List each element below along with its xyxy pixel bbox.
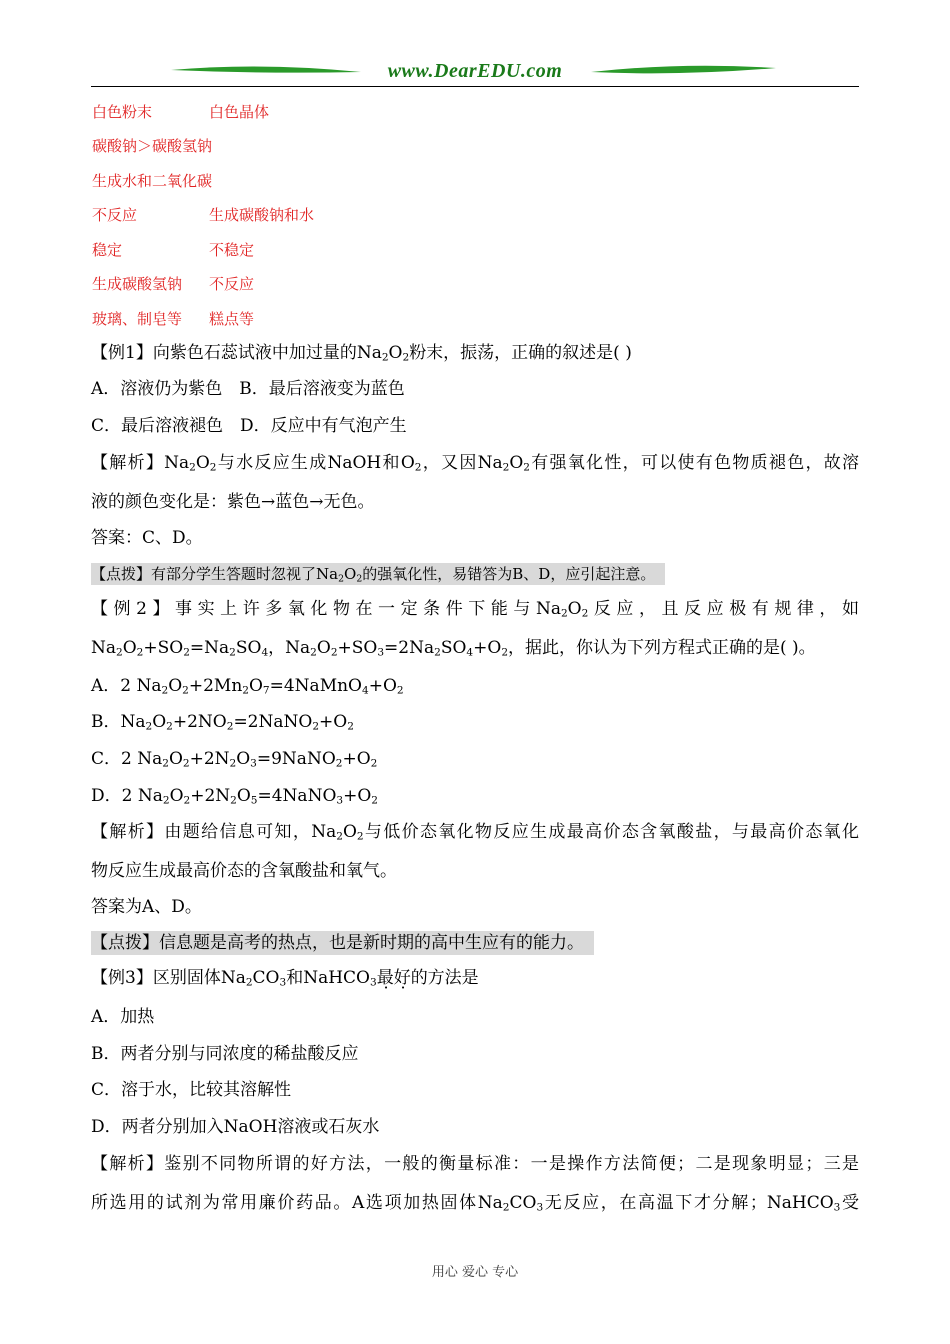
page-footer: 用心 爱心 专心 [431,1265,519,1280]
example1-tip: 【点拨】有部分学生答题时忽视了$Na_2O_2$的强氧化性，易错答为B、D，应引起注意。 [91,563,665,585]
example2-analysis-line2: 物反应生成最高价态的含氧酸盐和氧气。 [91,861,397,881]
table-row: 碳酸钠＞碳酸氢钠 [92,137,213,155]
header-rule [91,86,859,87]
example2-answer: 答案为A、D。 [91,897,202,917]
example2-tip: 【点拨】信息题是高考的热点，也是新时期的高中生应有的能力。 [91,931,594,955]
example2-question-line1: 【例2】事实上许多氧化物在一定条件下能与$Na_2O_2$反应，且反应极有规律，如 [91,599,859,620]
table-row: 生成水和二氧化碳 [92,172,213,190]
example2-option-b: B．$Na_2O_2+2NO_2=2NaNO_2+O_2$ [91,712,354,733]
table-row: 白色粉末 白色晶体 [92,103,270,121]
example3-option-d: D．两者分别加入NaOH溶液或石灰水 [91,1117,380,1137]
example1-options-cd: C．最后溶液褪色 D．反应中有气泡产生 [91,416,407,436]
example2-option-d: D．2 $Na_2O_2+2N_2O_5=4NaNO_3+O_2$ [91,786,378,807]
example3-option-c: C．溶于水，比较其溶解性 [91,1080,292,1100]
example1-analysis-line1: 【解析】$Na_2O_2$与水反应生成NaOH和$O_2$，又因$Na_2O_2$有强氧化性，可以使有色物质褪色，故溶 [91,453,860,474]
example3-question: 【例3】区别固体$Na_2CO_3$和NaHCO$_3$最好的方法是 [91,968,479,989]
example3-option-a: A．加热 [91,1007,155,1027]
site-logo-text: www.DearEDU.com [387,60,563,82]
example3-option-b: B．两者分别与同浓度的稀盐酸反应 [91,1044,359,1064]
example1-options-ab: A．溶液仍为紫色 B．最后溶液变为蓝色 [91,379,405,399]
table-row: 生成碳酸氢钠 不反应 [92,275,255,293]
example3-analysis-line1: 【解析】鉴别不同物所谓的好方法，一般的衡量标准：一是操作方法简便；二是现象明显；三是 [91,1154,860,1174]
example2-analysis-line1: 【解析】由题给信息可知，$Na_2O_2$与低价态氧化物反应生成最高价态含氧酸盐，与最高价态氧化 [91,822,860,843]
example1-question: 【例1】向紫色石蕊试液中加过量的$Na_2O_2$粉末，振荡，正确的叙述是( ) [91,343,632,364]
example1-analysis-line2: 液的颜色变化是：紫色→蓝色→无色。 [91,492,375,512]
example3-analysis-line2: 所选用的试剂为常用廉价药品。A选项加热固体$Na_2CO_3$无反应，在高温下才分解；NaHCO$_3$受 [91,1193,860,1214]
table-row: 不反应 生成碳酸钠和水 [92,206,315,224]
example2-question-line2: $Na_2O_2+SO_2=Na_2SO_4$，$Na_2O_2+SO_3=2Na_2SO_4+O_2$，据此，你认为下列方程式正确的是( )。 [91,638,816,659]
example2-option-a: A．2 $Na_2O_2+2Mn_2O_7=4NaMnO_4+O_2$ [91,676,404,697]
example2-option-c: C．2 $Na_2O_2+2N_2O_3=9NaNO_2+O_2$ [91,749,378,770]
example1-answer: 答案：C、D。 [91,528,203,548]
table-row: 玻璃、制皂等 糕点等 [92,310,255,328]
table-row: 稳定 不稳定 [92,241,255,259]
